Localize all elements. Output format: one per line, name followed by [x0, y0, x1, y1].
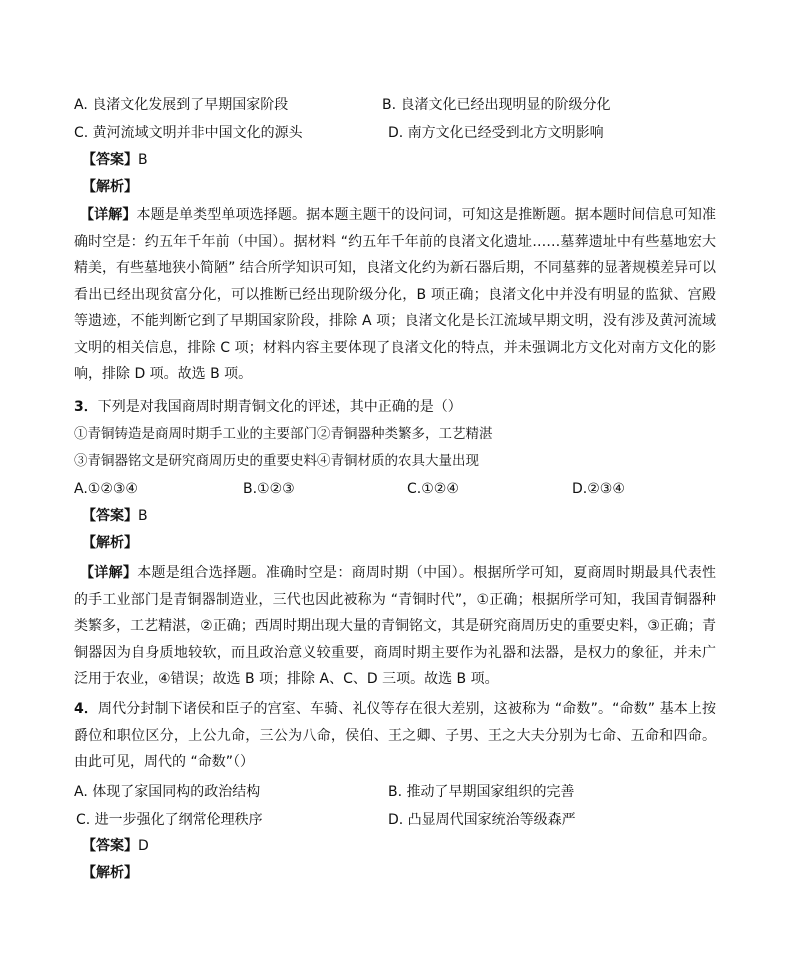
q2-analysis-label: 【解析】 — [82, 179, 138, 195]
q3-statement-2: ③青铜器铭文是研究商周历史的重要史料④青铜材质的农具大量出现 — [74, 453, 479, 469]
q4-option-d: D. 凸显周代国家统治等级森严 — [388, 812, 576, 828]
q3-detail-paragraph — [74, 560, 716, 693]
q4-analysis-label: 【解析】 — [82, 865, 138, 881]
q4-answer — [82, 836, 149, 856]
detail-text: 本题是组合选择题。准确时空是：商周时期（中国）。根据所学可知，夏商周时期最具代表性的手工业部门是青铜器制造业，三代也因此被称为 “青铜时代”，①正确；根据所学可知，我国青铜器种类繁多，工艺精湛，②正确；西周时期出现大量的青铜铭文，其是研究商周历史的重要史料，③正确；青铜器因为自身质地较软，而且政治意义较重要，商周时期主要作为礼器和法器，是权力的象征，并未广泛用于农业，④错误；故选 B 项；排除 A、C、D 三项。故选 B 项。 — [74, 565, 717, 687]
answer-label: 【答案】 — [82, 152, 138, 168]
q4-option-a: A. 体现了家国同构的政治结构 — [74, 784, 261, 800]
q3-option-c: C.①②④ — [407, 481, 459, 497]
answer-value: B — [138, 508, 148, 524]
q2-option-b: B. 良渚文化已经出现明显的阶级分化 — [382, 97, 611, 113]
detail-text: 本题是单类型单项选择题。据本题主题干的设问词，可知这是推断题。据本题时间信息可知准确时空是：约五年千年前（中国）。据材料 “约五年千年前的良渚文化遗址……墓葬遗址中有些墓地宏大精美，有些墓地狭小简陋” 结合所学知识可知，良渚文化约为新石器后期，不同墓葬的显著规模差异可以看出已经出现贫富分化，可以推断已经出现阶级分化，B 项正确；良渚文化中并没有明显的监狱、宫殿等遗迹，不能判断它到了早期国家阶段，排除 A 项；良渚文化是长江流域早期文明，没有涉及黄河流域文明的相关信息，排除 C 项；材料内容主要体现了良渚文化的特点，并未强调北方文化对南方文化的影响，排除 D 项。故选 B 项。 — [74, 207, 716, 382]
detail-label: 【详解】 — [80, 207, 137, 223]
q3-option-a: A.①②③④ — [74, 481, 138, 497]
q4-option-b: B. 推动了早期国家组织的完善 — [388, 784, 575, 800]
q2-detail-paragraph — [74, 202, 716, 388]
answer-value: D — [138, 838, 149, 854]
answer-value: B — [138, 152, 148, 168]
detail-label: 【详解】 — [80, 565, 138, 581]
question-number: 3． — [74, 399, 98, 415]
q3-answer — [82, 506, 148, 526]
answer-label: 【答案】 — [82, 838, 138, 854]
question-stem: 下列是对我国商周时期青铜文化的评述，其中正确的是（） — [97, 399, 462, 415]
question-stem: 周代分封制下诸侯和臣子的宫室、车骑、礼仪等存在很大差别，这被称为 “命数”。“命数” 基本上按爵位和职位区分，上公九命，三公为八命，侯伯、王之卿、子男、王之大夫分别为七命、五命和四命。由此可见，周代的 “命数”（） — [74, 701, 716, 770]
question-number: 4． — [74, 701, 99, 717]
q3-statement-1: ①青铜铸造是商周时期手工业的主要部门②青铜器种类繁多，工艺精湛 — [74, 426, 493, 442]
q3-stem — [74, 397, 462, 417]
answer-label: 【答案】 — [82, 508, 138, 524]
q4-option-c: C. 进一步强化了纲常伦理秩序 — [76, 812, 263, 828]
q2-answer — [82, 150, 148, 170]
q2-option-d: D. 南方文化已经受到北方文明影响 — [388, 125, 604, 141]
q3-option-b: B.①②③ — [243, 481, 295, 497]
q3-analysis-label: 【解析】 — [82, 535, 138, 551]
q4-stem-paragraph — [74, 696, 716, 776]
q2-option-a: A. 良渚文化发展到了早期国家阶段 — [74, 97, 289, 113]
q3-option-d: D.②③④ — [572, 481, 625, 497]
q2-option-c: C. 黄河流域文明并非中国文化的源头 — [74, 125, 303, 141]
